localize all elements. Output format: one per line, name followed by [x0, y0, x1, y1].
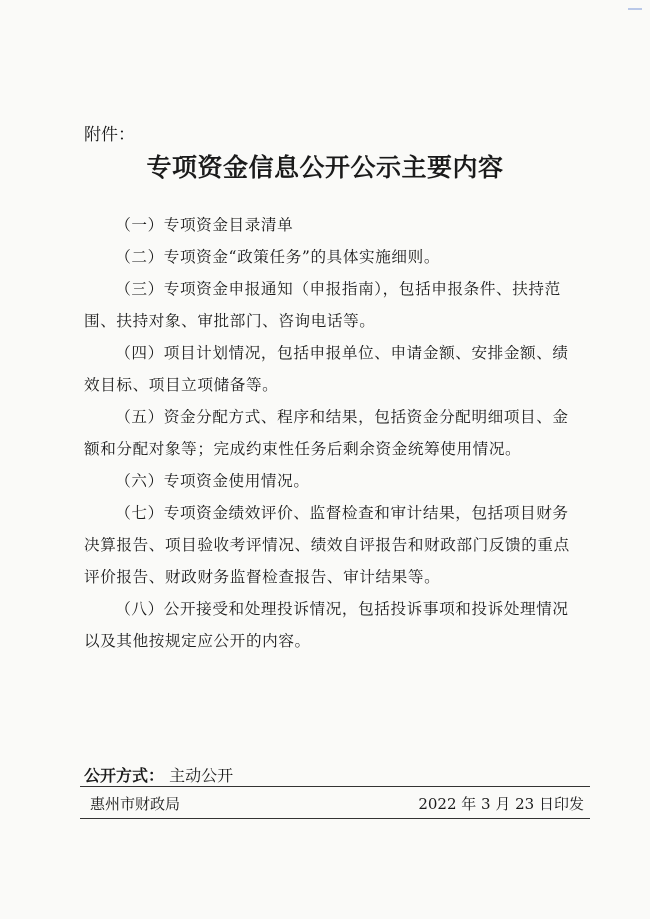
issuer: 惠州市财政局: [90, 795, 181, 813]
list-item: （三）专项资金申报通知（申报指南），包括申报条件、扶持范围、扶持对象、审批部门、咨询电话等。: [84, 280, 561, 330]
document-title: 专项资金信息公开公示主要内容: [146, 153, 504, 182]
footer-top-rule: [80, 786, 590, 787]
issue-date: 2022 年 3 月 23 日印发: [418, 795, 584, 813]
list-item: （七）专项资金绩效评价、监督检查和审计结果，包括项目财务决算报告、项目验收考评情况、绩效自评报告和财政部门反馈的重点评价报告、财政财务监督检查报告、审计结果等。: [84, 504, 570, 586]
publication-method: [84, 763, 233, 786]
list-item: （四）项目计划情况，包括申报单位、申请金额、安排金额、绩效目标、项目立项储备等。: [84, 344, 569, 394]
publication-value: 主动公开: [169, 766, 234, 785]
list-item: （八）公开接受和处理投诉情况，包括投诉事项和投诉处理情况以及其他按规定应公开的内容。: [84, 600, 569, 650]
list-item: （五）资金分配方式、程序和结果，包括资金分配明细项目、金额和分配对象等；完成约束性任务后剩余资金统筹使用情况。: [84, 408, 569, 458]
content-list: [84, 209, 582, 657]
corner-mark: [628, 8, 642, 10]
list-item: （二）专项资金“政策任务”的具体实施细则。: [115, 248, 441, 266]
footer-bottom-rule: [80, 818, 590, 819]
list-item: （一）专项资金目录清单: [115, 216, 294, 234]
list-item: （六）专项资金使用情况。: [115, 472, 310, 490]
attachment-label: 附件：: [84, 125, 135, 145]
publication-label: 公开方式：: [84, 766, 165, 785]
